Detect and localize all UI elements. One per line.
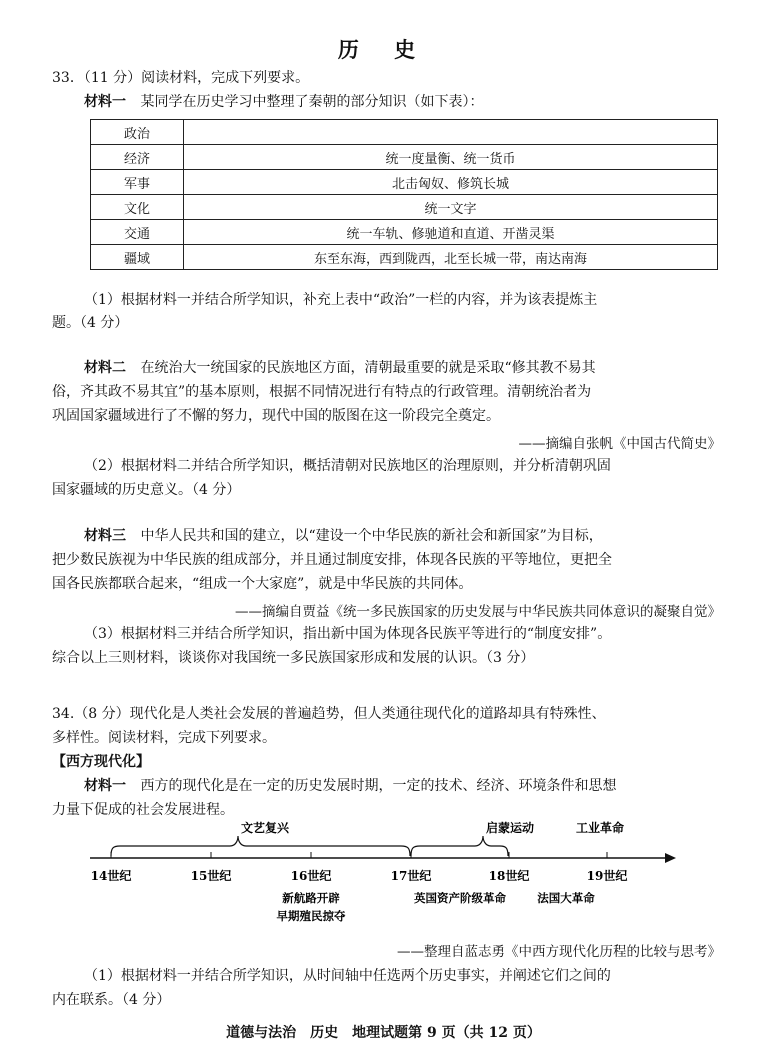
- subject-title: 历 史: [337, 37, 430, 62]
- brace-enlightenment: [411, 836, 508, 856]
- table-value-cell: 统一车轨、修驰道和直道、开凿灵渠: [184, 220, 718, 245]
- q33-sub1-line1: （1）根据材料一并结合所学知识，补充上表中“政治”一栏的内容，并为该表提炼主: [84, 292, 598, 308]
- q33-material2-line2: 俗，齐其政不易其宜”的基本原则，根据不同情况进行有特点的行政管理。清朝统治者为: [52, 384, 592, 400]
- material-label: 材料二: [84, 360, 126, 376]
- label-new-sea-routes: 新航路开辟: [282, 891, 340, 905]
- q34-heading-line2: 多样性。阅读材料，完成下列要求。: [52, 730, 276, 746]
- q33-material2-source: ——摘编自张帆《中国古代简史》: [518, 436, 721, 452]
- q33-material3-line2: 把少数民族视为中华民族的组成部分，并且通过制度安排，体现各民族的平等地位，更把全: [52, 552, 612, 568]
- label-early-colonial-plunder: 早期殖民掠夺: [276, 909, 346, 923]
- q33-material2-line3: 巩固国家疆域进行了不懈的努力，现代中国的版图在这一阶段完全奠定。: [52, 408, 500, 424]
- q34-sub1-line1: （1）根据材料一并结合所学知识，从时间轴中任选两个历史事实，并阐述它们之间的: [84, 968, 611, 984]
- q33-material3-source: ——摘编自贾益《统一多民族国家的历史发展与中华民族共同体意识的凝聚自觉》: [235, 604, 721, 620]
- qin-knowledge-table: [90, 119, 718, 270]
- table-row: [91, 170, 718, 195]
- century-label: 16世纪: [290, 869, 332, 883]
- century-label: 19世纪: [586, 869, 628, 883]
- table-value-cell: 统一文字: [184, 195, 718, 220]
- material-label: 材料一: [84, 94, 126, 110]
- label-enlightenment: 启蒙运动: [485, 821, 535, 835]
- label-french-revolution: 法国大革命: [537, 891, 595, 905]
- table-row: [91, 245, 718, 270]
- q33-sub3-line1: （3）根据材料三并结合所学知识，指出新中国为体现各民族平等进行的“制度安排”。: [84, 626, 612, 642]
- q33-sub2-line1: （2）根据材料二并结合所学知识，概括清朝对民族地区的治理原则，并分析清朝巩固: [84, 458, 611, 474]
- q33-material3-line3: 国各民族都联合起来，“组成一个大家庭”，就是中华民族的共同体。: [52, 576, 473, 592]
- table-value-cell: [184, 120, 718, 145]
- century-label: 14世纪: [90, 869, 132, 883]
- label-english-revolution: 英国资产阶级革命: [414, 891, 506, 905]
- table-value-cell: 北击匈奴、修筑长城: [184, 170, 718, 195]
- table-key-cell: 文化: [91, 195, 184, 220]
- history-timeline: [80, 820, 680, 930]
- label-industrial-revolution: 工业革命: [575, 821, 625, 835]
- table-row: [91, 195, 718, 220]
- q33-material2-line1: [84, 358, 596, 379]
- material-text: 在统治大一统国家的民族地区方面，清朝最重要的就是采取“修其教不易其: [140, 360, 596, 376]
- table-key-cell: 疆域: [91, 245, 184, 270]
- q34-material1-line2: 力量下促成的社会发展进程。: [52, 802, 234, 818]
- table-row: [91, 145, 718, 170]
- century-label: 18世纪: [488, 869, 530, 883]
- q34-section-title: 【西方现代化】: [52, 754, 150, 770]
- q34-sub1-line2: 内在联系。（4 分）: [52, 992, 171, 1008]
- q34-material1-line1: [84, 776, 616, 797]
- table-row: [91, 120, 718, 145]
- table-key-cell: 政治: [91, 120, 184, 145]
- table-row: [91, 220, 718, 245]
- q33-sub2-line2: 国家疆域的历史意义。（4 分）: [52, 482, 241, 498]
- table-key-cell: 交通: [91, 220, 184, 245]
- table-value-cell: 东至东海，西到陇西，北至长城一带，南达南海: [184, 245, 718, 270]
- q34-heading-line1: 34.（8 分）现代化是人类社会发展的普遍趋势，但人类通往现代化的道路却具有特殊性、: [52, 706, 606, 722]
- q33-sub3-line2: 综合以上三则材料，谈谈你对我国统一多民族国家形成和发展的认识。（3 分）: [52, 650, 535, 666]
- page-footer: 道德与法治 历史 地理试题第 9 页（共 12 页）: [226, 1025, 541, 1041]
- timeline-arrow-icon: [665, 853, 676, 863]
- century-label: 15世纪: [190, 869, 232, 883]
- material-text: 某同学在历史学习中整理了秦朝的部分知识（如下表）：: [140, 94, 484, 110]
- table-key-cell: 军事: [91, 170, 184, 195]
- q33-heading: 33．（11 分）阅读材料，完成下列要求。: [52, 70, 310, 86]
- q34-material1-source: ——整理自蓝志勇《中西方现代化历程的比较与思考》: [397, 944, 721, 960]
- brace-renaissance: [111, 836, 410, 856]
- material-text: 西方的现代化是在一定的历史发展时期，一定的技术、经济、环境条件和思想: [140, 778, 617, 794]
- material-text: 中华人民共和国的建立，以“建设一个中华民族的新社会和新国家”为目标，: [140, 528, 603, 544]
- q33-sub1-line2: 题。（4 分）: [52, 315, 129, 331]
- timeline-svg: [80, 820, 680, 930]
- label-renaissance: 文艺复兴: [240, 821, 290, 835]
- table-value-cell: 统一度量衡、统一货币: [184, 145, 718, 170]
- material-label: 材料一: [84, 778, 126, 794]
- century-label: 17世纪: [390, 869, 432, 883]
- material-label: 材料三: [84, 528, 126, 544]
- q33-material3-line1: [84, 526, 603, 547]
- table-key-cell: 经济: [91, 145, 184, 170]
- q33-material1: [84, 92, 483, 113]
